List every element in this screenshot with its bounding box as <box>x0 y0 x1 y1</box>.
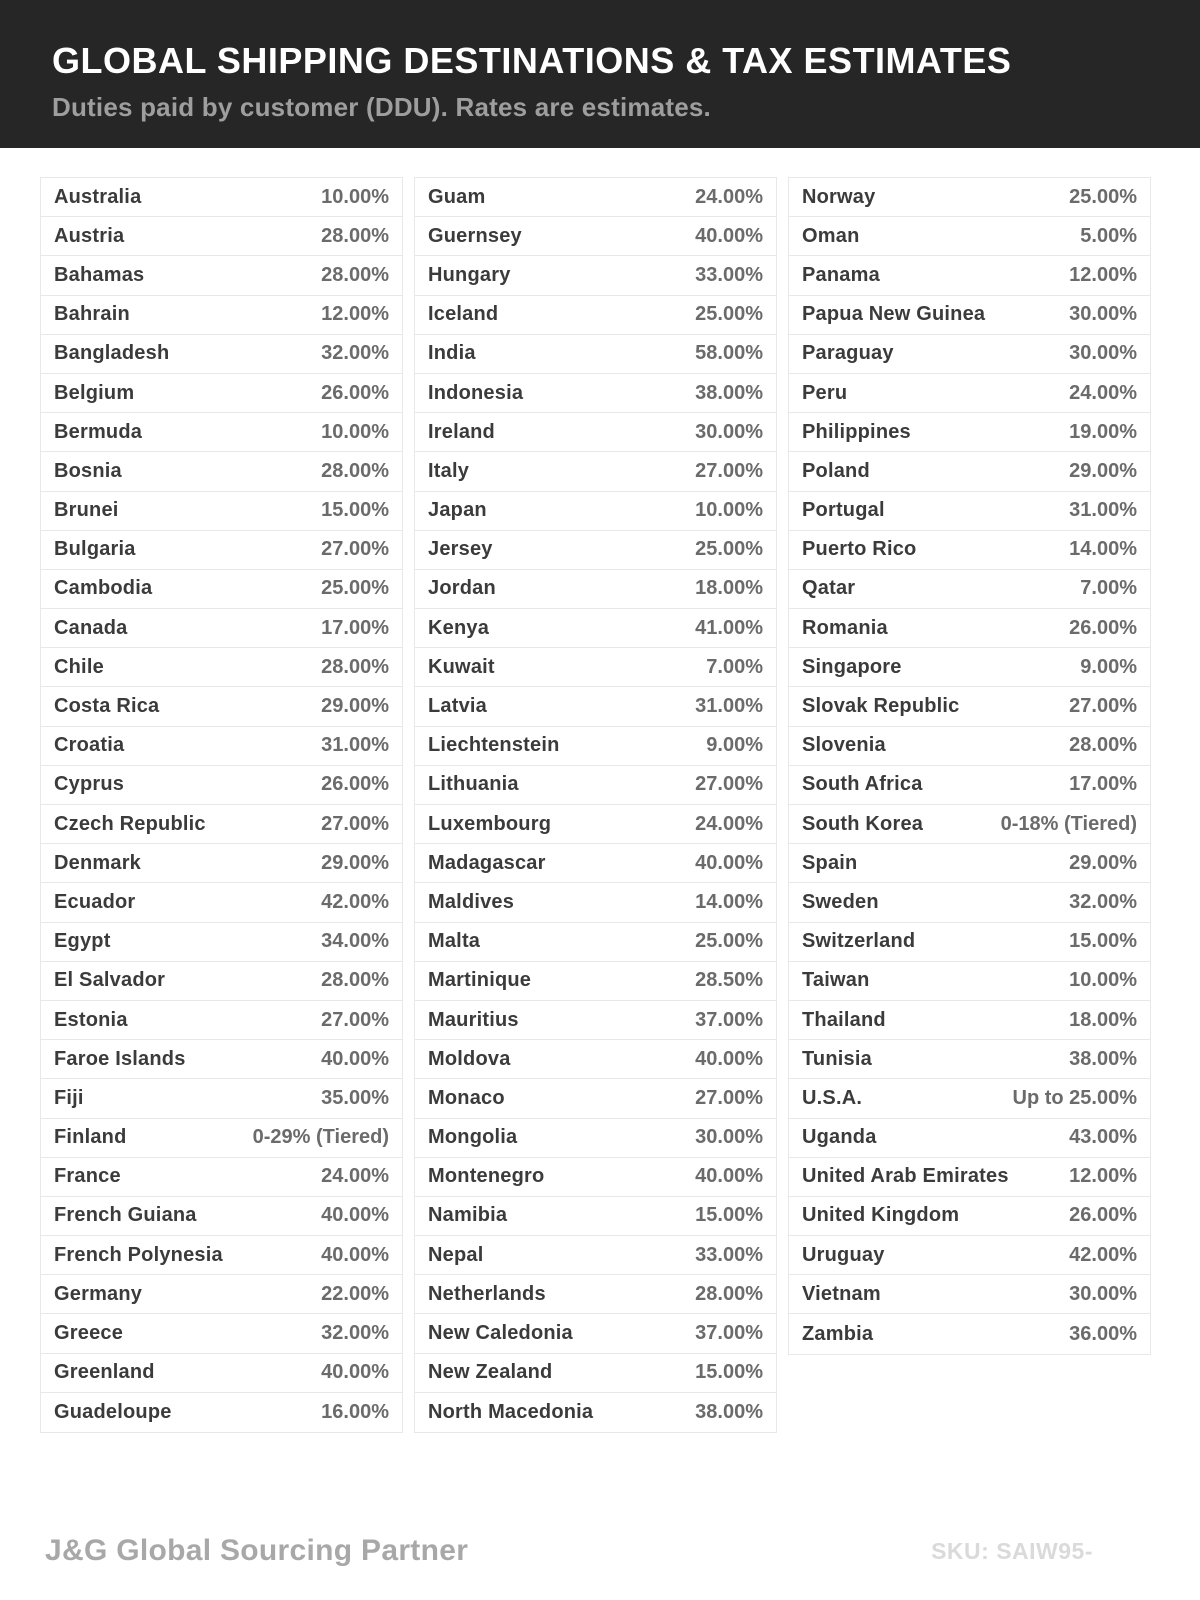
table-row <box>789 883 1150 922</box>
tax-rate-value: 25.00% <box>695 930 763 953</box>
tax-rate-value: 30.00% <box>695 1126 763 1149</box>
country-name: Qatar <box>802 577 856 600</box>
table-row <box>415 413 776 452</box>
country-name: India <box>428 342 476 365</box>
table-row <box>789 256 1150 295</box>
tax-rate-value: 12.00% <box>1069 263 1137 286</box>
table-row <box>789 374 1150 413</box>
tax-rate-value: 30.00% <box>695 420 763 443</box>
table-row <box>41 923 402 962</box>
table-row <box>789 1314 1150 1353</box>
country-name: Poland <box>802 459 870 482</box>
country-name: France <box>54 1165 121 1188</box>
tax-rate-value: 29.00% <box>321 851 389 874</box>
table-row <box>789 1119 1150 1158</box>
country-name: Guadeloupe <box>54 1400 172 1423</box>
tax-rate-value: 25.00% <box>695 303 763 326</box>
table-row <box>41 413 402 452</box>
table-row <box>789 962 1150 1001</box>
country-name: Moldova <box>428 1047 511 1070</box>
country-name: Slovak Republic <box>802 695 960 718</box>
country-name: Costa Rica <box>54 695 160 718</box>
footer <box>0 1534 1200 1568</box>
country-name: Iceland <box>428 303 499 326</box>
country-name: Kenya <box>428 616 490 639</box>
tax-rate-value: 18.00% <box>1069 1008 1137 1031</box>
country-name: Jordan <box>428 577 496 600</box>
table-row <box>415 766 776 805</box>
table-row <box>415 217 776 256</box>
table-row <box>415 1001 776 1040</box>
tax-rate-value: 27.00% <box>695 1086 763 1109</box>
table-row <box>41 687 402 726</box>
table-row <box>415 492 776 531</box>
tax-rate-value: 28.00% <box>321 969 389 992</box>
table-row <box>41 844 402 883</box>
country-name: Lithuania <box>428 773 519 796</box>
table-row <box>41 296 402 335</box>
tax-rate-value: 34.00% <box>321 930 389 953</box>
tax-rate-value: Up to 25.00% <box>1012 1086 1137 1109</box>
table-row <box>41 1275 402 1314</box>
tax-rate-value: 43.00% <box>1069 1126 1137 1149</box>
tax-rate-value: 25.00% <box>321 577 389 600</box>
tax-rate-value: 37.00% <box>695 1322 763 1345</box>
country-name: Switzerland <box>802 930 916 953</box>
country-name: Romania <box>802 616 888 639</box>
table-row <box>41 883 402 922</box>
tax-rate-value: 31.00% <box>695 695 763 718</box>
table-row <box>415 1079 776 1118</box>
country-name: Egypt <box>54 930 111 953</box>
tax-rate-value: 15.00% <box>1069 930 1137 953</box>
country-name: Norway <box>802 185 876 208</box>
country-name: Canada <box>54 616 128 639</box>
table-row <box>415 923 776 962</box>
table-row <box>41 648 402 687</box>
table-row <box>41 609 402 648</box>
country-name: Portugal <box>802 499 885 522</box>
tax-rate-value: 28.00% <box>321 224 389 247</box>
table-row <box>41 805 402 844</box>
table-row <box>41 1354 402 1393</box>
table-row <box>789 531 1150 570</box>
tax-rate-value: 28.00% <box>695 1282 763 1305</box>
tax-rate-value: 26.00% <box>1069 616 1137 639</box>
table-row <box>41 1314 402 1353</box>
country-name: Montenegro <box>428 1165 545 1188</box>
tax-rate-value: 19.00% <box>1069 420 1137 443</box>
table-row <box>415 609 776 648</box>
country-name: Hungary <box>428 263 511 286</box>
country-name: Madagascar <box>428 851 546 874</box>
table-row <box>789 609 1150 648</box>
tax-rate-value: 26.00% <box>321 381 389 404</box>
country-name: Bahamas <box>54 263 145 286</box>
tax-rate-value: 27.00% <box>321 812 389 835</box>
tax-rate-value: 27.00% <box>695 459 763 482</box>
country-name: Panama <box>802 263 880 286</box>
tax-rate-value: 30.00% <box>1069 1282 1137 1305</box>
tax-rate-value: 15.00% <box>695 1361 763 1384</box>
country-name: United Arab Emirates <box>802 1165 1009 1188</box>
tax-rate-value: 24.00% <box>321 1165 389 1188</box>
table-row <box>789 1275 1150 1314</box>
country-name: Greece <box>54 1322 124 1345</box>
table-row <box>41 1197 402 1236</box>
tax-rate-value: 28.50% <box>695 969 763 992</box>
tax-rate-value: 9.00% <box>706 734 763 757</box>
table-row <box>41 1079 402 1118</box>
rates-table <box>0 148 1200 1433</box>
tax-rate-value: 0-18% (Tiered) <box>1000 812 1137 835</box>
tax-rate-value: 32.00% <box>1069 890 1137 913</box>
table-row <box>789 1236 1150 1275</box>
country-name: Netherlands <box>428 1282 546 1305</box>
tax-rate-value: 16.00% <box>321 1400 389 1423</box>
tax-rate-value: 38.00% <box>695 1400 763 1423</box>
table-row <box>415 844 776 883</box>
table-row <box>415 687 776 726</box>
table-row <box>415 1158 776 1197</box>
tax-rate-value: 33.00% <box>695 1243 763 1266</box>
table-row <box>789 570 1150 609</box>
country-name: Czech Republic <box>54 812 206 835</box>
sku-label: SKU: SAIW95- <box>931 1537 1093 1564</box>
table-row <box>789 1040 1150 1079</box>
country-name: Ecuador <box>54 890 136 913</box>
table-row <box>415 1040 776 1079</box>
tax-rate-value: 10.00% <box>321 420 389 443</box>
tax-rate-value: 33.00% <box>695 263 763 286</box>
country-name: Guernsey <box>428 224 522 247</box>
country-name: Uruguay <box>802 1243 885 1266</box>
country-name: Guam <box>428 185 486 208</box>
table-row <box>415 531 776 570</box>
brand-name: J&G Global Sourcing Partner <box>45 1534 469 1567</box>
tax-rate-value: 7.00% <box>1080 577 1137 600</box>
page-title: GLOBAL SHIPPING DESTINATIONS & TAX ESTIMATES <box>52 40 1012 81</box>
tax-rate-value: 24.00% <box>1069 381 1137 404</box>
table-row <box>41 766 402 805</box>
table-row <box>789 1197 1150 1236</box>
tax-rate-value: 17.00% <box>321 616 389 639</box>
country-name: Jersey <box>428 538 493 561</box>
table-row <box>41 727 402 766</box>
country-name: South Africa <box>802 773 923 796</box>
country-name: El Salvador <box>54 969 166 992</box>
rate-column <box>788 177 1151 1355</box>
country-name: Bulgaria <box>54 538 136 561</box>
tax-rate-value: 28.00% <box>1069 734 1137 757</box>
tax-rate-value: 26.00% <box>321 773 389 796</box>
country-name: Latvia <box>428 695 488 718</box>
table-row <box>789 805 1150 844</box>
country-name: Namibia <box>428 1204 508 1227</box>
tax-rate-value: 31.00% <box>321 734 389 757</box>
table-row <box>789 1158 1150 1197</box>
tax-rate-value: 32.00% <box>321 342 389 365</box>
country-name: Paraguay <box>802 342 894 365</box>
country-name: Papua New Guinea <box>802 303 986 326</box>
country-name: Uganda <box>802 1126 877 1149</box>
tax-rate-value: 29.00% <box>321 695 389 718</box>
tax-rate-value: 24.00% <box>695 185 763 208</box>
country-name: Bosnia <box>54 459 122 482</box>
page-subtitle: Duties paid by customer (DDU). Rates are estimates. <box>52 91 711 122</box>
table-row <box>789 335 1150 374</box>
table-row <box>41 1119 402 1158</box>
table-row <box>41 1393 402 1432</box>
table-row <box>415 335 776 374</box>
tax-rate-value: 24.00% <box>695 812 763 835</box>
tax-rate-value: 0-29% (Tiered) <box>252 1126 389 1149</box>
tax-rate-value: 58.00% <box>695 342 763 365</box>
tax-rate-value: 41.00% <box>695 616 763 639</box>
tax-rate-value: 30.00% <box>1069 303 1137 326</box>
country-name: Greenland <box>54 1361 155 1384</box>
country-name: Peru <box>802 381 848 404</box>
tax-rate-value: 38.00% <box>1069 1047 1137 1070</box>
country-name: Singapore <box>802 655 902 678</box>
table-row <box>789 296 1150 335</box>
table-row <box>789 492 1150 531</box>
table-row <box>41 335 402 374</box>
tax-rate-value: 27.00% <box>695 773 763 796</box>
tax-rate-value: 10.00% <box>321 185 389 208</box>
table-row <box>415 727 776 766</box>
country-name: Cyprus <box>54 773 125 796</box>
country-name: South Korea <box>802 812 924 835</box>
table-row <box>415 1236 776 1275</box>
table-row <box>415 1119 776 1158</box>
tax-rate-value: 31.00% <box>1069 499 1137 522</box>
table-row <box>789 923 1150 962</box>
country-name: French Polynesia <box>54 1243 223 1266</box>
country-name: Brunei <box>54 499 119 522</box>
country-name: Italy <box>428 459 470 482</box>
country-name: New Caledonia <box>428 1322 573 1345</box>
tax-rate-value: 15.00% <box>321 499 389 522</box>
country-name: Indonesia <box>428 381 524 404</box>
country-name: Philippines <box>802 420 911 443</box>
country-name: Liechtenstein <box>428 734 560 757</box>
country-name: Malta <box>428 930 481 953</box>
tax-rate-value: 40.00% <box>321 1047 389 1070</box>
table-row <box>415 570 776 609</box>
tax-rate-value: 14.00% <box>695 890 763 913</box>
country-name: Bermuda <box>54 420 143 443</box>
table-row <box>415 296 776 335</box>
table-row <box>41 256 402 295</box>
table-row <box>415 648 776 687</box>
table-row <box>41 962 402 1001</box>
tax-rate-value: 40.00% <box>695 1165 763 1188</box>
table-row <box>41 1158 402 1197</box>
table-row <box>415 883 776 922</box>
table-row <box>41 1001 402 1040</box>
country-name: Finland <box>54 1126 127 1149</box>
country-name: Maldives <box>428 890 515 913</box>
country-name: Austria <box>54 224 125 247</box>
tax-rate-value: 42.00% <box>321 890 389 913</box>
tax-rate-value: 40.00% <box>695 1047 763 1070</box>
table-row <box>789 687 1150 726</box>
table-row <box>415 256 776 295</box>
country-name: Vietnam <box>802 1282 881 1305</box>
tax-rate-value: 28.00% <box>321 263 389 286</box>
country-name: Thailand <box>802 1008 886 1031</box>
country-name: Faroe Islands <box>54 1047 186 1070</box>
table-row <box>41 178 402 217</box>
table-row <box>415 962 776 1001</box>
header-banner <box>0 0 1200 148</box>
country-name: Martinique <box>428 969 532 992</box>
rate-column <box>40 177 403 1433</box>
table-row <box>789 1079 1150 1118</box>
tax-rate-value: 12.00% <box>321 303 389 326</box>
tax-rate-value: 37.00% <box>695 1008 763 1031</box>
tax-rate-value: 9.00% <box>1080 655 1137 678</box>
tax-rate-value: 42.00% <box>1069 1243 1137 1266</box>
table-row <box>415 1354 776 1393</box>
country-name: Taiwan <box>802 969 870 992</box>
country-name: Sweden <box>802 890 879 913</box>
country-name: Cambodia <box>54 577 153 600</box>
tax-rate-value: 15.00% <box>695 1204 763 1227</box>
table-row <box>415 374 776 413</box>
tax-rate-value: 27.00% <box>321 538 389 561</box>
tax-rate-value: 12.00% <box>1069 1165 1137 1188</box>
country-name: Belgium <box>54 381 135 404</box>
tax-rate-value: 27.00% <box>1069 695 1137 718</box>
tax-rate-value: 40.00% <box>321 1243 389 1266</box>
table-row <box>789 1001 1150 1040</box>
table-row <box>415 1393 776 1432</box>
tax-rate-value: 26.00% <box>1069 1204 1137 1227</box>
country-name: North Macedonia <box>428 1400 594 1423</box>
country-name: French Guiana <box>54 1204 197 1227</box>
table-row <box>41 217 402 256</box>
country-name: Estonia <box>54 1008 128 1031</box>
tax-rate-value: 22.00% <box>321 1282 389 1305</box>
table-row <box>415 1275 776 1314</box>
table-row <box>41 570 402 609</box>
table-row <box>789 178 1150 217</box>
table-row <box>415 1197 776 1236</box>
country-name: Nepal <box>428 1243 484 1266</box>
table-row <box>789 452 1150 491</box>
country-name: Chile <box>54 655 104 678</box>
tax-rate-value: 40.00% <box>695 224 763 247</box>
tax-rate-value: 36.00% <box>1069 1322 1137 1345</box>
table-row <box>41 1236 402 1275</box>
country-name: Bahrain <box>54 303 130 326</box>
country-name: Bangladesh <box>54 342 170 365</box>
country-name: Spain <box>802 851 858 874</box>
tax-rate-value: 10.00% <box>695 499 763 522</box>
tax-rate-value: 27.00% <box>321 1008 389 1031</box>
tax-rate-value: 10.00% <box>1069 969 1137 992</box>
tax-rate-value: 18.00% <box>695 577 763 600</box>
table-row <box>41 1040 402 1079</box>
tax-rate-value: 29.00% <box>1069 851 1137 874</box>
tax-rate-value: 29.00% <box>1069 459 1137 482</box>
table-row <box>789 648 1150 687</box>
country-name: Kuwait <box>428 655 495 678</box>
country-name: Japan <box>428 499 487 522</box>
country-name: Slovenia <box>802 734 886 757</box>
country-name: Croatia <box>54 734 125 757</box>
table-row <box>41 374 402 413</box>
tax-rate-value: 5.00% <box>1080 224 1137 247</box>
rate-column <box>414 177 777 1433</box>
country-name: Australia <box>54 185 142 208</box>
tax-rate-value: 40.00% <box>321 1361 389 1384</box>
tax-rate-value: 40.00% <box>695 851 763 874</box>
country-name: Puerto Rico <box>802 538 917 561</box>
country-name: Mauritius <box>428 1008 519 1031</box>
country-name: U.S.A. <box>802 1086 863 1109</box>
table-row <box>41 452 402 491</box>
tax-rate-value: 25.00% <box>1069 185 1137 208</box>
tax-rate-value: 25.00% <box>695 538 763 561</box>
tax-rate-value: 40.00% <box>321 1204 389 1227</box>
tax-rate-value: 38.00% <box>695 381 763 404</box>
table-row <box>41 531 402 570</box>
table-row <box>789 766 1150 805</box>
table-row <box>789 217 1150 256</box>
country-name: Mongolia <box>428 1126 518 1149</box>
table-row <box>415 452 776 491</box>
country-name: Zambia <box>802 1322 874 1345</box>
country-name: Luxembourg <box>428 812 552 835</box>
table-row <box>415 178 776 217</box>
table-row <box>415 1314 776 1353</box>
tax-rate-value: 28.00% <box>321 459 389 482</box>
tax-rate-value: 14.00% <box>1069 538 1137 561</box>
tax-rate-value: 7.00% <box>706 655 763 678</box>
table-row <box>415 805 776 844</box>
table-row <box>41 492 402 531</box>
country-name: Oman <box>802 224 860 247</box>
table-row <box>789 844 1150 883</box>
table-row <box>789 727 1150 766</box>
tax-rate-value: 30.00% <box>1069 342 1137 365</box>
country-name: Tunisia <box>802 1047 872 1070</box>
country-name: Germany <box>54 1282 143 1305</box>
country-name: Denmark <box>54 851 141 874</box>
country-name: United Kingdom <box>802 1204 960 1227</box>
country-name: Monaco <box>428 1086 505 1109</box>
country-name: New Zealand <box>428 1361 553 1384</box>
tax-rate-value: 28.00% <box>321 655 389 678</box>
tax-rate-value: 32.00% <box>321 1322 389 1345</box>
country-name: Ireland <box>428 420 495 443</box>
table-row <box>789 413 1150 452</box>
tax-rate-value: 35.00% <box>321 1086 389 1109</box>
country-name: Fiji <box>54 1086 84 1109</box>
tax-rate-value: 17.00% <box>1069 773 1137 796</box>
